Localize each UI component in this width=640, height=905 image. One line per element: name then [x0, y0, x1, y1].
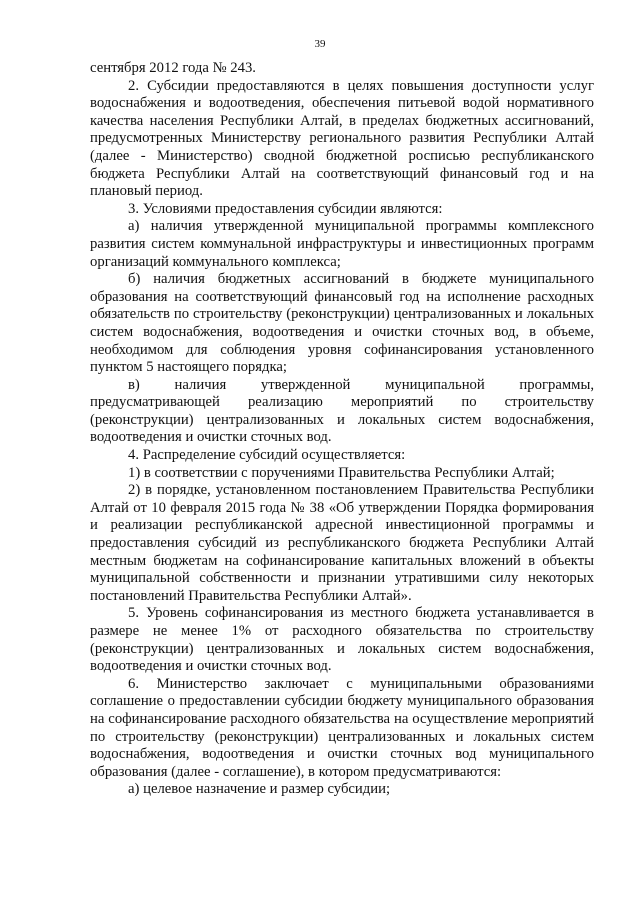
paragraph-subitem-a: а) наличия утвержденной муниципальной программы комплексного развития систем коммунальной инфраструктуры и инвестиционных программ организаций коммунального комплекса; [90, 218, 594, 270]
paragraph-subitem-1: 1) в соответствии с поручениями Правительства Республики Алтай; [128, 464, 555, 481]
paragraph-subitem-b: б) наличия бюджетных ассигнований в бюджете муниципального образования на соответствующий финансовый год на исполнение расходных обязательств по строительству (реконструкции) централизованных и локальных систем водоснабжения, водоотведения и очистки сточных вод, в объеме, необходимом для соблюдения уровня софинансирования установленного пунктом 5 настоящего порядка; [90, 271, 594, 376]
paragraph-item-4: 4. Распределение субсидий осуществляется: [128, 447, 406, 464]
paragraph-item-6: 6. Министерство заключает с муниципальными образованиями соглашение о предоставлении субсидии бюджету муниципального образования на софинансирование расходного обязательства на осуществление мероприятий по строительству (реконструкции) централизованных и локальных систем водоснабжения, водоотведения и очистки сточных вод муниципального образования (далее - соглашение), в котором предусматриваются: [90, 675, 594, 780]
paragraph-subitem-2: 2) в порядке, установленном постановлением Правительства Республики Алтай от 10 февраля 2015 года № 38 «Об утверждении Порядка формирования и реализации республиканской адресной инвестиционной программы и предоставления субсидий из республиканского бюджета Республики Алтай местным бюджетам на софинансирование капитальных вложений в объекты муниципальной собственности и признании утратившими силу некоторых постановлений Правительства Республики Алтай». [90, 482, 594, 604]
paragraph-item-2: 2. Субсидии предоставляются в целях повышения доступности услуг водоснабжения и водоотведения, обеспечения питьевой водой нормативного качества населения Республики Алтай, в пределах бюджетных ассигнований, предусмотренных Министерству регионального развития Республики Алтай (далее - Министерство) сводной бюджетной росписью республиканского бюджета Республики Алтай на соответствующий финансовый год и на плановый период. [90, 77, 594, 200]
paragraph-item-3: 3. Условиями предоставления субсидии являются: [128, 200, 443, 217]
document-body [90, 60, 594, 799]
paragraph-item-5: 5. Уровень софинансирования из местного бюджета устанавливается в размере не менее 1% от расходного обязательства по строительству (реконструкции) централизованных и локальных систем водоснабжения, водоотведения и очистки сточных вод. [90, 605, 594, 675]
paragraph-continuation: сентября 2012 года № 243. [90, 60, 256, 76]
page-number: 39 [314, 38, 326, 50]
paragraph-subitem-a-2: а) целевое назначение и размер субсидии; [128, 781, 391, 798]
paragraph-subitem-v: в) наличия утвержденной муниципальной программы, предусматривающей реализацию мероприятий по строительству (реконструкции) централизованных и локальных систем водоснабжения, водоотведения и очистки сточных вод. [90, 376, 594, 446]
